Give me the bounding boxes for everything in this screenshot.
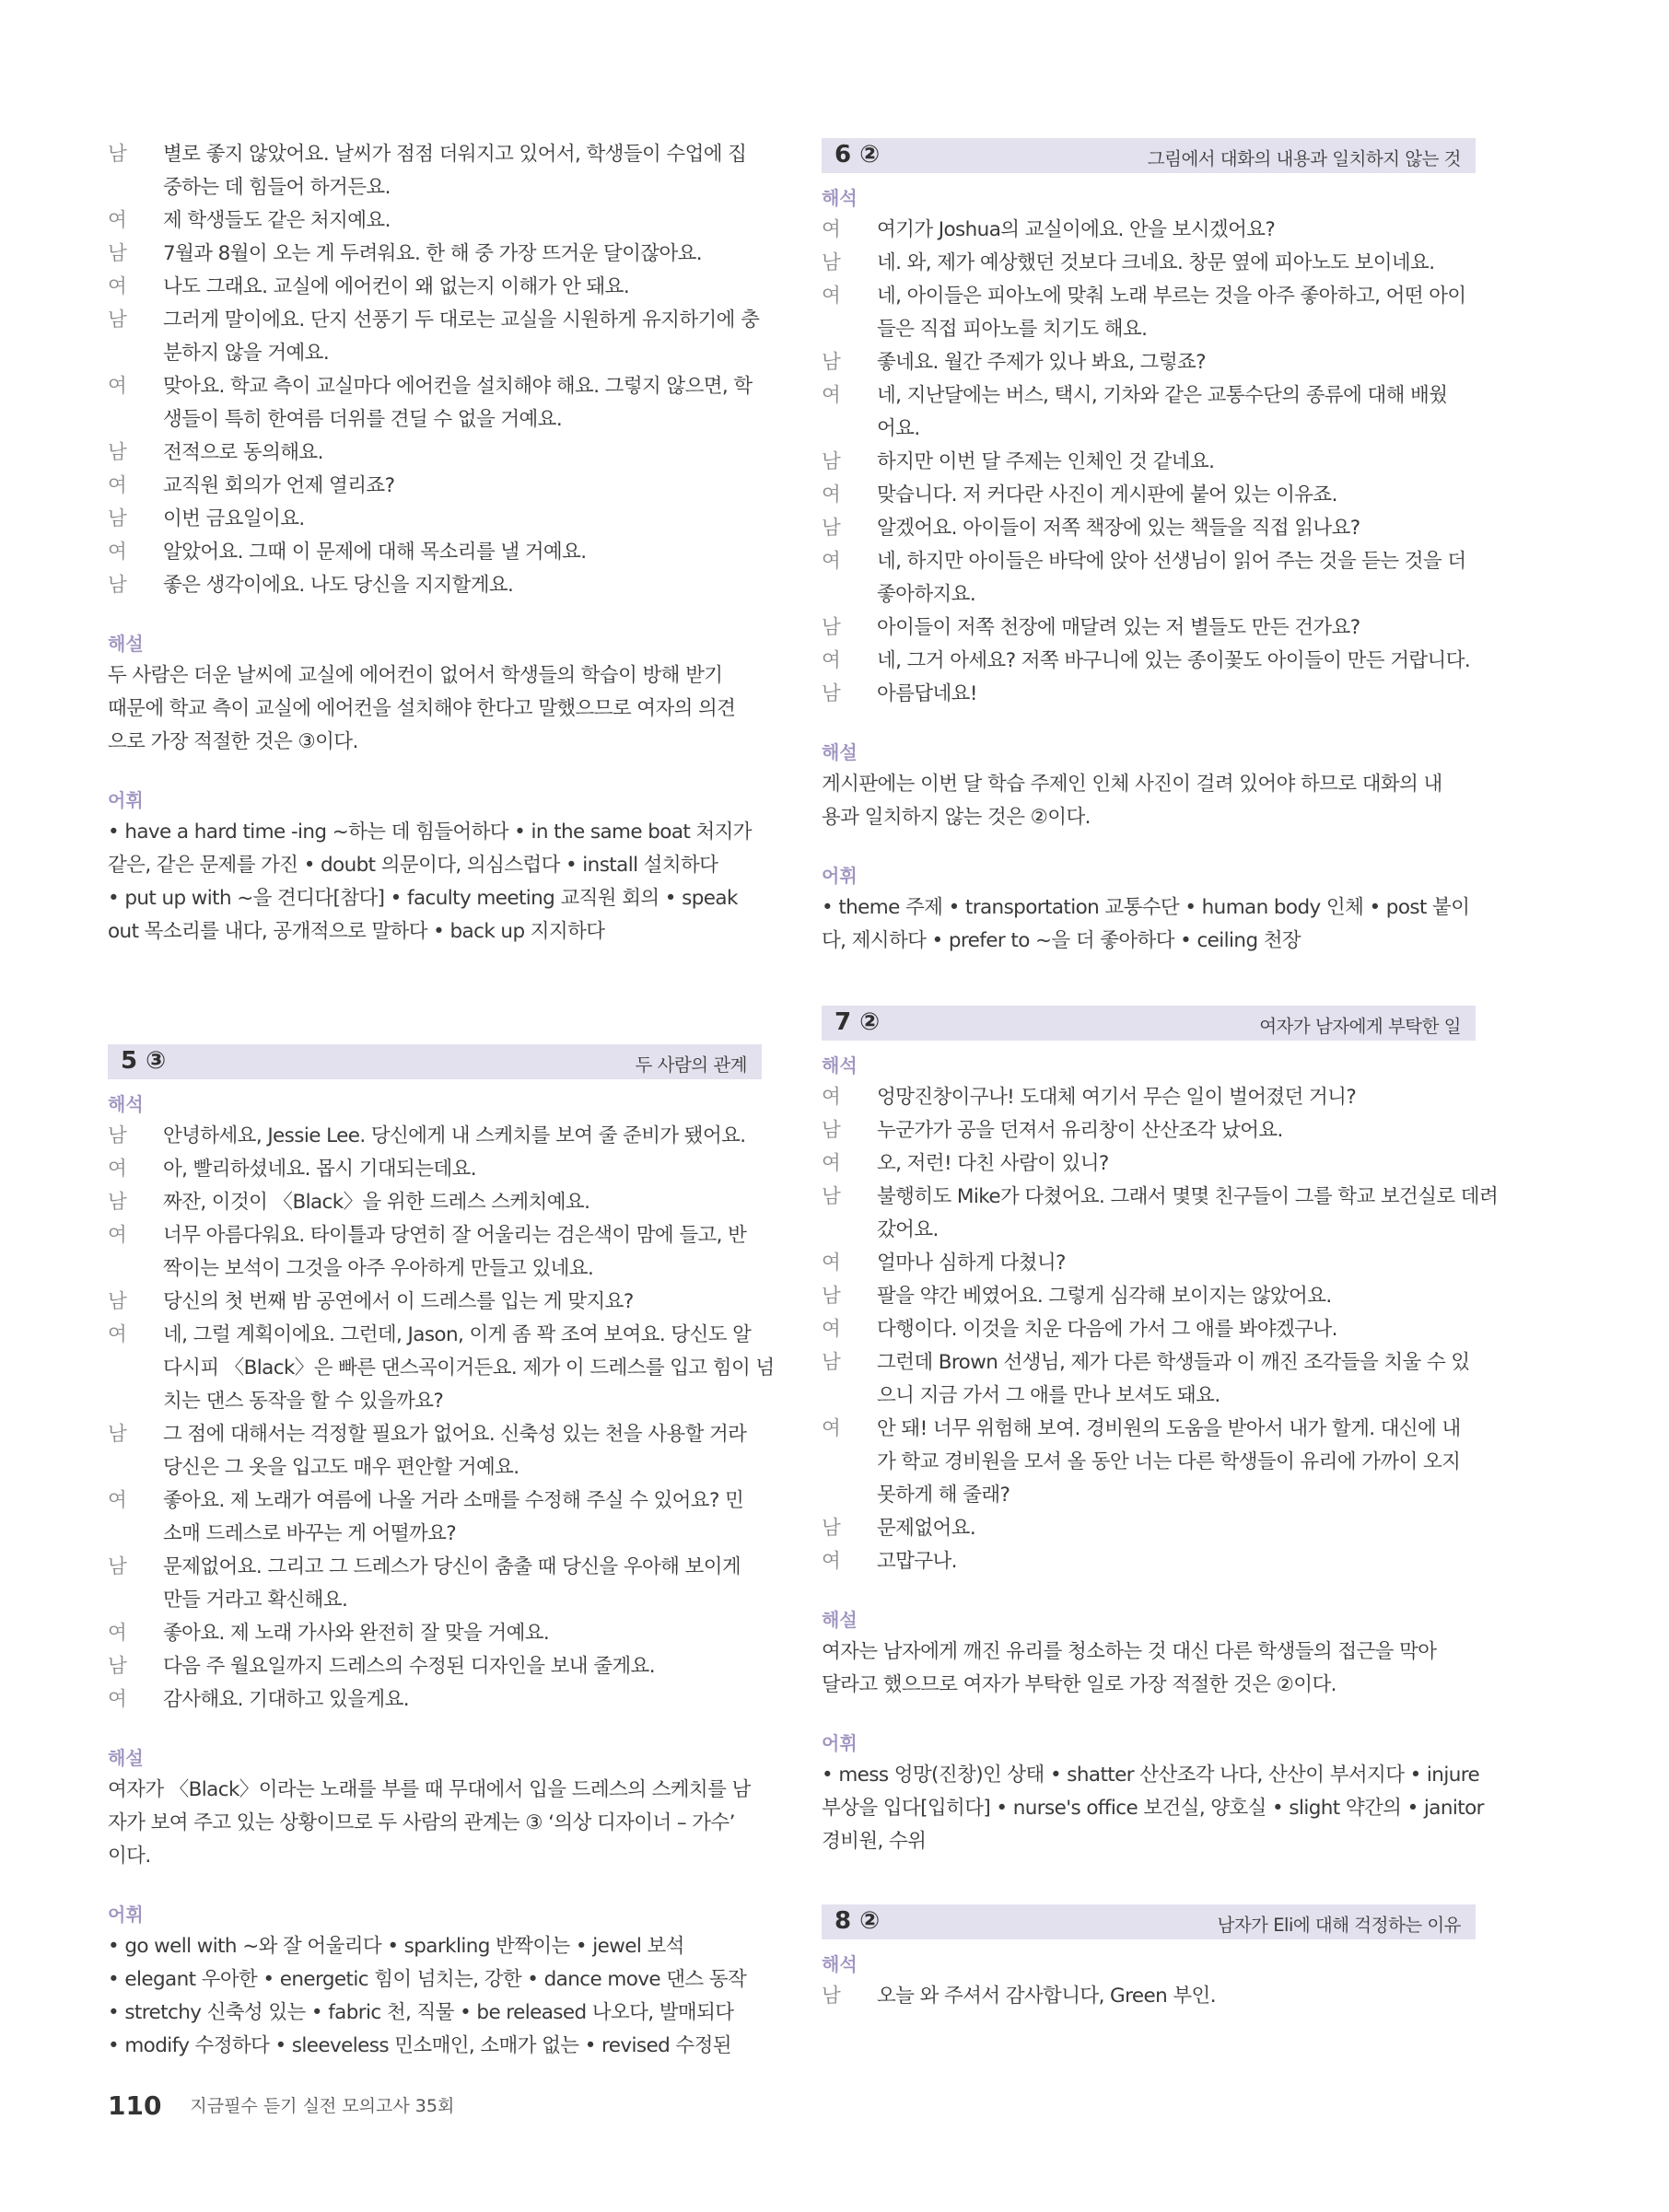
q5-explanation — [108, 1774, 762, 1873]
dialogue-line — [108, 1617, 762, 1650]
speaker-label: 남 — [108, 1423, 127, 1446]
dialogue-text: 여기가 Joshua의 교실이에요. 안을 보시겠어요? — [877, 218, 1276, 241]
q5-dialogue — [108, 1120, 775, 1717]
dialogue-text: 어요. — [877, 417, 920, 440]
speaker-label: 남 — [108, 574, 127, 597]
q8-number: 8 ② — [834, 1907, 881, 1935]
q7-dialogue — [822, 1081, 1499, 1578]
dialogue-text: 오늘 와 주셔서 감사합니다, Green 부인. — [877, 1985, 1216, 2008]
dialogue-text: 만들 거라고 확신해요. — [163, 1589, 348, 1612]
speaker-label: 남 — [822, 1351, 841, 1374]
dialogue-line — [822, 1114, 1476, 1147]
vocab-line: • mess 엉망(진창)인 상태 • shatter 산산조각 나다, 산산이 부서지다 • injure — [822, 1764, 1480, 1787]
vocab-line: • have a hard time -ing ~하는 데 힘들어하다 • in the same boat 처지가 — [108, 821, 752, 844]
q5-header-bar — [108, 1044, 762, 1079]
dialogue-text: 네, 하지만 아이들은 바닥에 앉아 선생님이 읽어 주는 것을 듣는 것을 더 — [877, 550, 1466, 573]
speaker-label: 여 — [108, 1224, 127, 1247]
dialogue-text: 소매 드레스로 바꾸는 게 어떨까요? — [163, 1522, 457, 1545]
explanation-line: 자가 보여 주고 있는 상황이므로 두 사람의 관계는 ③ ‘의상 디자이너 – 가수’ — [108, 1811, 735, 1834]
dialogue-text: 짝이는 보석이 그것을 아주 우아하게 만들고 있네요. — [163, 1257, 594, 1280]
dialogue-text: 다시피 〈Black〉은 빠른 댄스곡이거든요. 제가 이 드레스를 입고 힘이 넘 — [163, 1356, 775, 1380]
q6-number: 6 ② — [834, 141, 881, 169]
dialogue-text: 하지만 이번 달 주제는 인체인 것 같네요. — [877, 450, 1215, 473]
dialogue-line — [108, 470, 762, 503]
dialogue-line — [822, 1181, 1499, 1214]
explanation-line: 여자가 〈Black〉이라는 노래를 부를 때 무대에서 입을 드레스의 스케치를 남 — [108, 1778, 751, 1801]
dialogue-text: 중하는 데 힘들어 하거든요. — [163, 176, 391, 199]
dialogue-line — [108, 1219, 762, 1252]
q7-header-bar — [822, 1006, 1476, 1041]
dialogue-text: 알겠어요. 아이들이 저쪽 책장에 있는 책들을 직접 읽나요? — [877, 517, 1360, 540]
dialogue-line — [822, 1147, 1476, 1181]
dialogue-line — [822, 578, 1476, 611]
dialogue-text: 당신은 그 옷을 입고도 매우 편안할 거예요. — [163, 1456, 519, 1479]
speaker-label: 남 — [822, 1517, 841, 1540]
dialogue-line — [108, 1683, 762, 1717]
speaker-label: 남 — [108, 1124, 127, 1147]
explanation-line: 용과 일치하지 않는 것은 ②이다. — [822, 806, 1091, 829]
q5-vocab-label: 어휘 — [108, 1903, 144, 1926]
dialogue-line — [108, 337, 762, 370]
dialogue-text: 그런데 Brown 선생님, 제가 다른 학생들과 이 깨진 조각들을 치울 수 있 — [877, 1351, 1470, 1374]
dialogue-line — [108, 1584, 762, 1617]
dialogue-line — [822, 1479, 1476, 1512]
speaker-label: 남 — [108, 441, 127, 464]
speaker-label: 남 — [822, 1185, 841, 1208]
dialogue-line — [108, 403, 762, 437]
speaker-label: 여 — [822, 1252, 841, 1275]
speaker-label: 여 — [108, 1489, 127, 1512]
dialogue-text: 좋은 생각이에요. 나도 당신을 지지할게요. — [163, 574, 514, 597]
speaker-label: 여 — [108, 541, 127, 564]
q7-number: 7 ② — [834, 1008, 881, 1036]
dialogue-line — [108, 370, 762, 403]
speaker-label: 여 — [108, 1158, 127, 1181]
dialogue-text: 그 점에 대해서는 걱정할 필요가 없어요. 신축성 있는 천을 사용할 거라 — [163, 1423, 747, 1446]
dialogue-text: 교직원 회의가 언제 열리죠? — [163, 474, 395, 497]
dialogue-text: 오, 저런! 다친 사람이 있니? — [877, 1152, 1109, 1175]
speaker-label: 여 — [822, 285, 841, 308]
speaker-label: 여 — [822, 1086, 841, 1109]
speaker-label: 남 — [822, 616, 841, 639]
dialogue-line — [822, 1545, 1476, 1578]
speaker-label: 남 — [108, 143, 127, 166]
speaker-label: 여 — [108, 209, 127, 232]
dialogue-text: 전적으로 동의해요. — [163, 441, 323, 464]
dialogue-text: 네, 아이들은 피아노에 맞춰 노래 부르는 것을 아주 좋아하고, 어떤 아이 — [877, 285, 1466, 308]
vocab-line: 다, 제시하다 • prefer to ~을 더 좋아하다 • ceiling 천장 — [822, 929, 1301, 952]
q8-question-type: 남자가 Eli에 대해 걱정하는 이유 — [1217, 1915, 1461, 1936]
dialogue-line — [108, 171, 762, 204]
speaker-label: 여 — [822, 1152, 841, 1175]
q7-translation-label: 해석 — [822, 1054, 858, 1077]
dialogue-line — [108, 1385, 762, 1418]
dialogue-line — [822, 1980, 1476, 2013]
q7-explanation-label: 해설 — [822, 1609, 858, 1631]
dialogue-text: 들은 직접 피아노를 치기도 해요. — [877, 318, 1148, 341]
speaker-label: 여 — [108, 275, 127, 298]
dialogue-text: 감사해요. 기대하고 있을게요. — [163, 1688, 409, 1711]
q8-dialogue — [822, 1980, 1476, 2013]
dialogue-text: 못하게 해 줄래? — [877, 1484, 1010, 1507]
q8-header-bar — [822, 1904, 1476, 1939]
dialogue-text: 이번 금요일이요. — [163, 507, 305, 530]
dialogue-text: 아, 빨리하셨네요. 몹시 기대되는데요. — [163, 1158, 476, 1181]
dialogue-text: 누군가가 공을 던져서 유리창이 산산조각 났어요. — [877, 1119, 1283, 1142]
q6-explanation-label: 해설 — [822, 741, 858, 763]
dialogue-line — [822, 611, 1476, 645]
q5-translation-label: 해석 — [108, 1093, 144, 1115]
dialogue-line — [108, 204, 762, 238]
speaker-label: 남 — [108, 309, 127, 332]
dialogue-line — [822, 413, 1476, 446]
dialogue-line — [108, 1319, 762, 1352]
page-number: 110 — [108, 2090, 162, 2121]
dialogue-text: 엉망진창이구나! 도대체 여기서 무슨 일이 벌어졌던 거니? — [877, 1086, 1357, 1109]
speaker-label: 여 — [108, 375, 127, 398]
dialogue-text: 좋아요. 제 노래 가사와 완전히 잘 맞을 거예요. — [163, 1622, 550, 1645]
dialogue-line — [822, 1380, 1476, 1413]
speaker-label: 여 — [108, 474, 127, 497]
vocab-line: out 목소리를 내다, 공개적으로 말하다 • back up 지지하다 — [108, 920, 605, 943]
dialogue-line — [822, 678, 1476, 711]
dialogue-line — [108, 1484, 762, 1518]
dialogue-line — [108, 1153, 762, 1186]
dialogue-line — [822, 1512, 1476, 1545]
speaker-label: 남 — [822, 1285, 841, 1308]
speaker-label: 여 — [822, 1318, 841, 1341]
speaker-label: 여 — [822, 384, 841, 407]
dialogue-text: 나도 그래요. 교실에 에어컨이 왜 없는지 이해가 안 돼요. — [163, 275, 630, 298]
q4-dialogue — [108, 138, 762, 602]
dialogue-line — [108, 271, 762, 304]
dialogue-text: 고맙구나. — [877, 1550, 957, 1573]
speaker-label: 여 — [108, 1323, 127, 1346]
dialogue-line — [822, 1346, 1476, 1380]
q4-explanation — [108, 659, 762, 759]
dialogue-text: 네, 지난달에는 버스, 택시, 기차와 같은 교통수단의 종류에 대해 배웠 — [877, 384, 1448, 407]
dialogue-line — [822, 446, 1476, 479]
dialogue-text: 안녕하세요, Jessie Lee. 당신에게 내 스케치를 보여 줄 준비가 됐어요. — [163, 1124, 746, 1147]
speaker-label: 남 — [822, 450, 841, 473]
q7-vocab-label: 어휘 — [822, 1732, 858, 1754]
q6-header-bar — [822, 138, 1476, 173]
dialogue-line — [108, 1418, 762, 1451]
dialogue-text: 그러게 말이에요. 단지 선풍기 두 대로는 교실을 시원하게 유지하기에 충 — [163, 309, 760, 332]
speaker-label: 여 — [822, 649, 841, 672]
speaker-label: 여 — [108, 1688, 127, 1711]
speaker-label: 남 — [822, 351, 841, 374]
dialogue-text: 네, 그거 아세요? 저쪽 바구니에 있는 종이꽃도 아이들이 만든 거랍니다. — [877, 649, 1471, 672]
dialogue-line — [108, 238, 762, 271]
q6-vocab-label: 어휘 — [822, 865, 858, 887]
dialogue-text: 좋아하지요. — [877, 583, 976, 606]
dialogue-text: 가 학교 경비원을 모셔 올 동안 너는 다른 학생들이 유리에 가까이 오지 — [877, 1450, 1461, 1473]
dialogue-line — [108, 536, 762, 569]
dialogue-text: 아이들이 저쪽 천장에 매달려 있는 저 별들도 만든 건가요? — [877, 616, 1360, 639]
vocab-line: 경비원, 수위 — [822, 1830, 927, 1853]
dialogue-line — [822, 512, 1476, 545]
q7-explanation — [822, 1636, 1476, 1702]
vocab-line: • stretchy 신축성 있는 • fabric 천, 직물 • be released 나오다, 발매되다 — [108, 2001, 734, 2024]
dialogue-line — [108, 569, 762, 602]
dialogue-line — [108, 437, 762, 470]
q7-vocabulary — [822, 1759, 1484, 1858]
dialogue-text: 네, 그럴 계획이에요. 그런데, Jason, 이게 좀 꽉 조여 보여요. 당신도 알 — [163, 1323, 752, 1346]
explanation-line: 달라고 했으므로 여자가 부탁한 일로 가장 적절한 것은 ②이다. — [822, 1673, 1336, 1696]
vocab-line: • elegant 우아한 • energetic 힘이 넘치는, 강한 • dance move 댄스 동작 — [108, 1968, 747, 1991]
dialogue-line — [822, 1313, 1476, 1346]
dialogue-line — [822, 1081, 1476, 1114]
speaker-label: 여 — [108, 1622, 127, 1645]
q4-explanation-label: 해설 — [108, 633, 144, 655]
dialogue-text: 너무 아름다워요. 타이틀과 당연히 잘 어울리는 검은색이 맘에 들고, 반 — [163, 1224, 747, 1247]
dialogue-text: 맞습니다. 저 커다란 사진이 게시판에 붙어 있는 이유죠. — [877, 483, 1337, 506]
speaker-label: 여 — [822, 483, 841, 506]
speaker-label: 남 — [822, 682, 841, 705]
dialogue-text: 안 돼! 너무 위험해 보여. 경비원의 도움을 받아서 내가 할게. 대신에 내 — [877, 1417, 1461, 1440]
dialogue-line — [108, 1518, 762, 1551]
dialogue-line — [822, 379, 1476, 413]
dialogue-line — [822, 479, 1476, 512]
dialogue-line — [108, 1551, 762, 1584]
dialogue-line — [822, 214, 1476, 247]
dialogue-line — [108, 1451, 762, 1484]
speaker-label: 남 — [108, 1655, 127, 1678]
dialogue-line — [108, 304, 762, 337]
dialogue-line — [108, 1352, 775, 1385]
dialogue-text: 좋네요. 월간 주제가 있나 봐요, 그렇죠? — [877, 351, 1206, 374]
q5-vocabulary — [108, 1930, 762, 2063]
speaker-label: 여 — [822, 1550, 841, 1573]
speaker-label: 남 — [108, 242, 127, 265]
speaker-label: 여 — [822, 218, 841, 241]
dialogue-text: 팔을 약간 베였어요. 그렇게 심각해 보이지는 않았어요. — [877, 1285, 1332, 1308]
dialogue-text: 불행히도 Mike가 다쳤어요. 그래서 몇몇 친구들이 그를 학교 보건실로 데려 — [877, 1185, 1499, 1208]
q4-vocabulary — [108, 816, 762, 949]
dialogue-line — [822, 1214, 1476, 1247]
dialogue-text: 7월과 8월이 오는 게 두려워요. 한 해 중 가장 뜨거운 달이잖아요. — [163, 242, 703, 265]
dialogue-line — [822, 1413, 1476, 1446]
vocab-line: 같은, 같은 문제를 가진 • doubt 의문이다, 의심스럽다 • install 설치하다 — [108, 854, 718, 877]
q5-question-type: 두 사람의 관계 — [635, 1054, 747, 1076]
explanation-line: 으로 가장 적절한 것은 ③이다. — [108, 730, 358, 753]
q6-explanation — [822, 768, 1476, 834]
dialogue-text: 맞아요. 학교 측이 교실마다 에어컨을 설치해야 해요. 그렇지 않으면, 학 — [163, 375, 753, 398]
dialogue-text: 별로 좋지 않았어요. 날씨가 점점 더워지고 있어서, 학생들이 수업에 집 — [163, 143, 747, 166]
dialogue-line — [108, 138, 762, 171]
dialogue-line — [108, 1252, 762, 1286]
explanation-line: 이다. — [108, 1845, 151, 1868]
dialogue-text: 다음 주 월요일까지 드레스의 수정된 디자인을 보내 줄게요. — [163, 1655, 655, 1678]
q6-dialogue — [822, 214, 1476, 711]
speaker-label: 남 — [822, 1985, 841, 2008]
dialogue-text: 생들이 특히 한여름 더위를 견딜 수 없을 거예요. — [163, 408, 563, 431]
dialogue-text: 제 학생들도 같은 처지예요. — [163, 209, 391, 232]
speaker-label: 남 — [108, 1191, 127, 1214]
speaker-label: 남 — [822, 517, 841, 540]
q6-translation-label: 해석 — [822, 187, 858, 209]
q6-vocabulary — [822, 891, 1476, 958]
dialogue-text: 치는 댄스 동작을 할 수 있을까요? — [163, 1390, 444, 1413]
speaker-label: 남 — [108, 507, 127, 530]
explanation-line: 때문에 학교 측이 교실에 에어컨을 설치해야 한다고 말했으므로 여자의 의견 — [108, 697, 736, 720]
vocab-line: • theme 주제 • transportation 교통수단 • human body 인체 • post 붙이 — [822, 896, 1470, 919]
dialogue-text: 아름답네요! — [877, 682, 977, 705]
dialogue-line — [822, 313, 1476, 346]
dialogue-line — [822, 247, 1476, 280]
vocab-line: 부상을 입다[입히다] • nurse's office 보건실, 양호실 • slight 약간의 • janitor — [822, 1797, 1484, 1820]
page-footer — [108, 2090, 454, 2121]
dialogue-line — [822, 280, 1476, 313]
dialogue-line — [822, 1446, 1476, 1479]
dialogue-line — [108, 503, 762, 536]
q6-question-type: 그림에서 대화의 내용과 일치하지 않는 것 — [1147, 148, 1461, 169]
dialogue-line — [822, 545, 1476, 578]
speaker-label: 여 — [822, 1417, 841, 1440]
dialogue-text: 알았어요. 그때 이 문제에 대해 목소리를 낼 거예요. — [163, 541, 587, 564]
q5-number: 5 ③ — [121, 1047, 167, 1075]
speaker-label: 여 — [822, 550, 841, 573]
dialogue-text: 으니 지금 가서 그 애를 만나 보셔도 돼요. — [877, 1384, 1220, 1407]
speaker-label: 남 — [822, 251, 841, 274]
dialogue-line — [108, 1186, 762, 1219]
dialogue-line — [108, 1286, 762, 1319]
dialogue-text: 문제없어요. — [877, 1517, 976, 1540]
q7-question-type: 여자가 남자에게 부탁한 일 — [1259, 1016, 1461, 1037]
dialogue-line — [822, 645, 1476, 678]
dialogue-line — [822, 346, 1476, 379]
dialogue-text: 분하지 않을 거예요. — [163, 342, 330, 365]
vocab-line: • put up with ~을 견디다[참다] • faculty meeting 교직원 회의 • speak — [108, 887, 738, 910]
dialogue-line — [108, 1120, 762, 1153]
speaker-label: 남 — [108, 1555, 127, 1578]
dialogue-text: 네. 와, 제가 예상했던 것보다 크네요. 창문 옆에 피아노도 보이네요. — [877, 251, 1435, 274]
vocab-line: • modify 수정하다 • sleeveless 민소매인, 소매가 없는 • revised 수정된 — [108, 2034, 731, 2057]
dialogue-text: 짜잔, 이것이 〈Black〉을 위한 드레스 스케치예요. — [163, 1191, 590, 1214]
dialogue-text: 좋아요. 제 노래가 여름에 나올 거라 소매를 수정해 주실 수 있어요? 민 — [163, 1489, 744, 1512]
dialogue-text: 다행이다. 이것을 치운 다음에 가서 그 애를 봐야겠구나. — [877, 1318, 1337, 1341]
explanation-line: 여자는 남자에게 깨진 유리를 청소하는 것 대신 다른 학생들의 접근을 막아 — [822, 1640, 1437, 1663]
dialogue-text: 갔어요. — [877, 1218, 939, 1241]
explanation-line: 두 사람은 더운 날씨에 교실에 에어컨이 없어서 학생들의 학습이 방해 받기 — [108, 664, 723, 687]
left-column — [108, 138, 775, 2063]
speaker-label: 남 — [822, 1119, 841, 1142]
book-title: 지금필수 듣기 실전 모의고사 35회 — [190, 2096, 455, 2116]
q5-explanation-label: 해설 — [108, 1747, 144, 1769]
q4-vocab-label: 어휘 — [108, 789, 144, 811]
q8-translation-label: 해석 — [822, 1953, 858, 1975]
dialogue-line — [108, 1650, 762, 1683]
dialogue-line — [822, 1280, 1476, 1313]
vocab-line: • go well with ~와 잘 어울리다 • sparkling 반짝이는 • jewel 보석 — [108, 1935, 684, 1958]
speaker-label: 남 — [108, 1290, 127, 1313]
dialogue-text: 문제없어요. 그리고 그 드레스가 당신이 춤출 때 당신을 우아해 보이게 — [163, 1555, 741, 1578]
dialogue-line — [822, 1247, 1476, 1280]
dialogue-text: 얼마나 심하게 다쳤니? — [877, 1252, 1066, 1275]
explanation-line: 게시판에는 이번 달 학습 주제인 인체 사진이 걸려 있어야 하므로 대화의 내 — [822, 773, 1442, 796]
right-column — [822, 138, 1499, 2013]
dialogue-text: 당신의 첫 번째 밤 공연에서 이 드레스를 입는 게 맞지요? — [163, 1290, 634, 1313]
